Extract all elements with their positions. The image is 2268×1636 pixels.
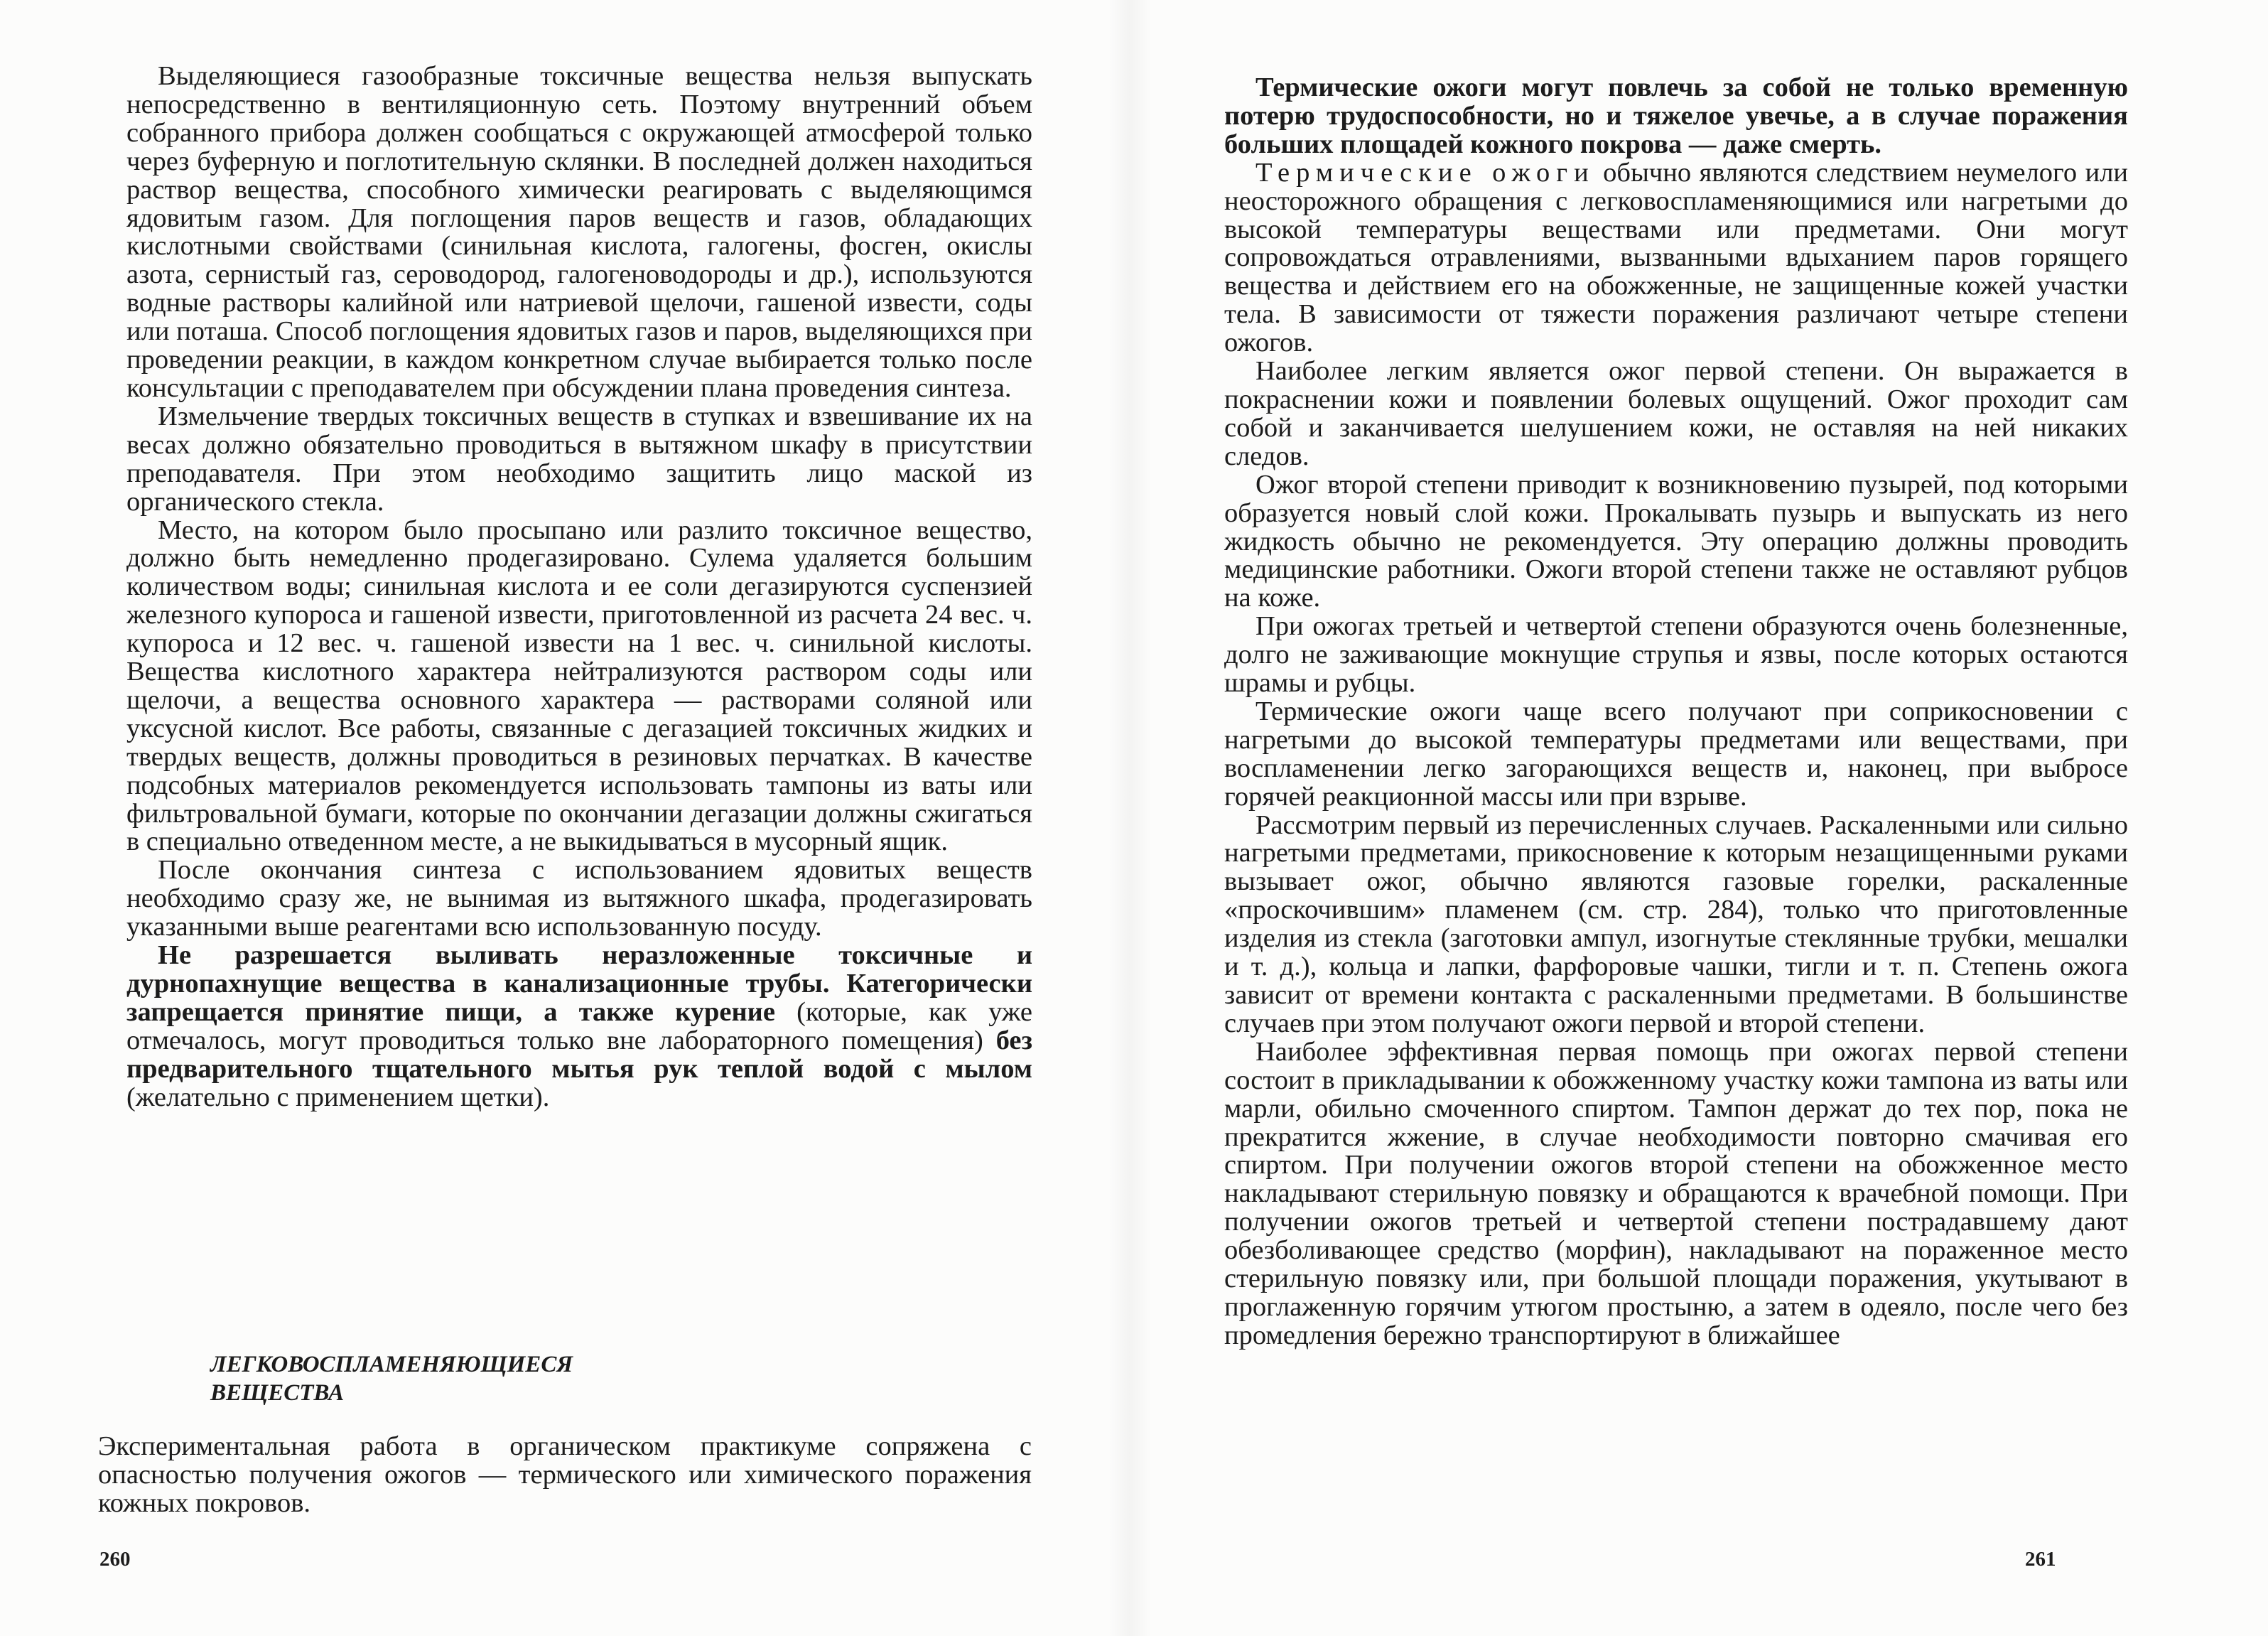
paragraph: Термические ожоги чаще всего получают при соприкосновении с нагретыми до высокой температуры предметами или веществами, при воспламенении легко загорающихся веществ и, наконец, при выбросе горячей реакционной массы или при взрыве. [1224,696,2128,812]
normal-text: обычно являются следствием неумелого или неосторожного обращения с легковоспламеняющимися или нагретыми до высокой температуры веществами или предметами. Они могут сопровождаться отравлениями, вызванными вдыханием паров горящего вещества и действием его на обожженные, не защищенные кожей участки тела. В зависимости от тяжести поражения различают четыре степени ожогов. [1224,157,2129,358]
paragraph: Место, на котором было просыпано или разлито токсичное вещество, должно быть немедленно продегазировано. Сулема удаляется большим количеством воды; синильная кислота и ее соли дегазируются суспензией железного купороса и гашеной извести, приготовленной из расчета 24 вес. ч. купороса и 12 вес. ч. гашеной извести на 1 вес. ч. синильной кислоты. Вещества кислотного характера нейтрализуются раствором соды или щелочи, а вещества основного характера — растворами соляной или уксусной кислот. Все работы, связанные с дегазацией токсичных жидких и твердых веществ, должны проводиться в резиновых перчатках. В качестве подсобных материалов рекомендуется использовать тампоны из ваты или фильтровальной бумаги, которые по окончании дегазации должны сжигаться в специально отведенном месте, а не выкидываться в мусорный ящик. [126,515,1032,857]
paragraph: Наиболее легким является ожог первой степени. Он выражается в покраснении кожи и появлении болевых ощущений. Ожог проходит сам собой и заканчивается шелушением кожи, не оставляя на ней никаких следов. [1224,356,2128,471]
right-page [1134,0,2268,1636]
left-page-body [126,63,1032,1112]
section-heading [210,1350,708,1407]
spaced-term: Термические ожоги [1256,157,1595,188]
paragraph: Ожог второй степени приводит к возникновению пузырей, под которыми образуется новый слой кожи. Прокалывать пузырь и выпускать из него жидкость обычно не рекомендуется. Эту операцию должны проводить медицинские работники. Ожоги второй степени также не оставляют рубцов на коже. [1224,469,2128,613]
paragraph: При ожогах третьей и четвертой степени образуются очень болезненные, долго не заживающие мокнущие струпья и язвы, после которых остаются шрамы и рубцы. [1224,611,2128,699]
paragraph: Выделяющиеся газообразные токсичные вещества нельзя выпускать непосредственно в вентиляционную сеть. Поэтому внутренний объем собранного прибора должен сообщаться с окружающей атмосферой только через буферную и поглотительную склянки. В последней должен находиться раствор вещества, способного химически реагировать с выделяющимся ядовитым газом. Для поглощения паров веществ и газов, обладающих кислотными свойствами (синильная кислота, галогены, фосген, окислы азота, сернистый газ, сероводород, галогеноводороды и др.), используются водные растворы калийной или натриевой щелочи, гашеной извести, соды или поташа. Способ поглощения ядовитых газов и паров, выделяющихся при проведении реакции, в каждом конкретном случае выбирается только после консультации с преподавателем при обсуждении плана проведения синтеза. [126,61,1032,403]
paragraph: После окончания синтеза с использованием ядовитых веществ необходимо сразу же, не вынимая из вытяжного шкафа, продегазировать указанными выше реагентами всю использованную посуду. [126,855,1032,942]
bold-intro-paragraph: Термические ожоги могут повлечь за собой не только временную потерю трудоспособности, но и тяжелое увечье, а в случае поражения больших площадей кожного покрова — даже смерть. [1224,72,2128,159]
bold-text: Не разрешается выливать неразложенные токсичные и дурнопахнущие вещества в канализационные трубы. Категорически запрещается принятие пищи, а также курение [126,940,1032,1027]
page-number: 261 [2025,1548,2056,1571]
normal-text: (желательно с применением щетки). [126,1082,550,1112]
page-number: 260 [99,1548,131,1571]
section-heading-line: ЛЕГКОВОСПЛАМЕНЯЮЩИЕСЯ [210,1352,573,1377]
paragraph: Рассмотрим первый из перечисленных случаев. Раскаленными или сильно нагретыми предметами, прикосновение к которым незащищенными руками вызывает ожог, обычно являются газовые горелки, раскаленные «проскочившим» пламенем (см. стр. 284), только что приготовленные изделия из стекла (заготовки ампул, изогнутые стеклянные трубки, мешалки и т. д.), кольца и лапки, фарфоровые чашки, тигли и т. п. Степень ожога зависит от времени контакта с раскаленными предметами. В большинстве случаев при этом получают ожоги первой и второй степени. [1224,809,2128,1038]
section-intro [98,1432,1032,1517]
paragraph: Экспериментальная работа в органическом практикуме сопряжена с опасностью получения ожогов — термического или химического поражения кожных покровов. [98,1431,1032,1518]
normal-text: (которые, как уже отмечалось, могут проводиться только вне лабораторного помещения) [126,996,1032,1055]
bold-text: без предварительного тщательного мытья рук теплой водой с мылом [126,1025,1032,1084]
paragraph: Измельчение твердых токсичных веществ в ступках и взвешивание их на весах должно обязательно проводиться в вытяжном шкафу в присутствии преподавателя. При этом необходимо защитить лицо маской из органического стекла. [126,401,1032,517]
right-page-body [1224,74,2128,1350]
paragraph: Наиболее эффективная первая помощь при ожогах первой степени состоит в прикладывании к обожженному участку кожи тампона из ваты или марли, обильно смоченного спиртом. Тампон держат до тех пор, пока не прекратится жжение, в случае необходимости повторно смачивая его спиртом. При получении ожогов второй степени на обожженное место накладывают стерильную повязку и обращаются к врачебной помощи. При получении ожогов третьей и четвертой степени пострадавшему дают обезболивающее средство (морфин), накладывают на пораженное место стерильную повязку или, при большой площади поражения, укутывают в проглаженную горячим утюгом простыню, а затем в одеяло, после чего без промедления бережно транспортируют в ближайшее [1224,1036,2128,1350]
section-heading-line: ВЕЩЕСТВА [210,1380,345,1406]
safety-rules-paragraph [126,942,1032,1112]
paragraph [1224,159,2128,357]
